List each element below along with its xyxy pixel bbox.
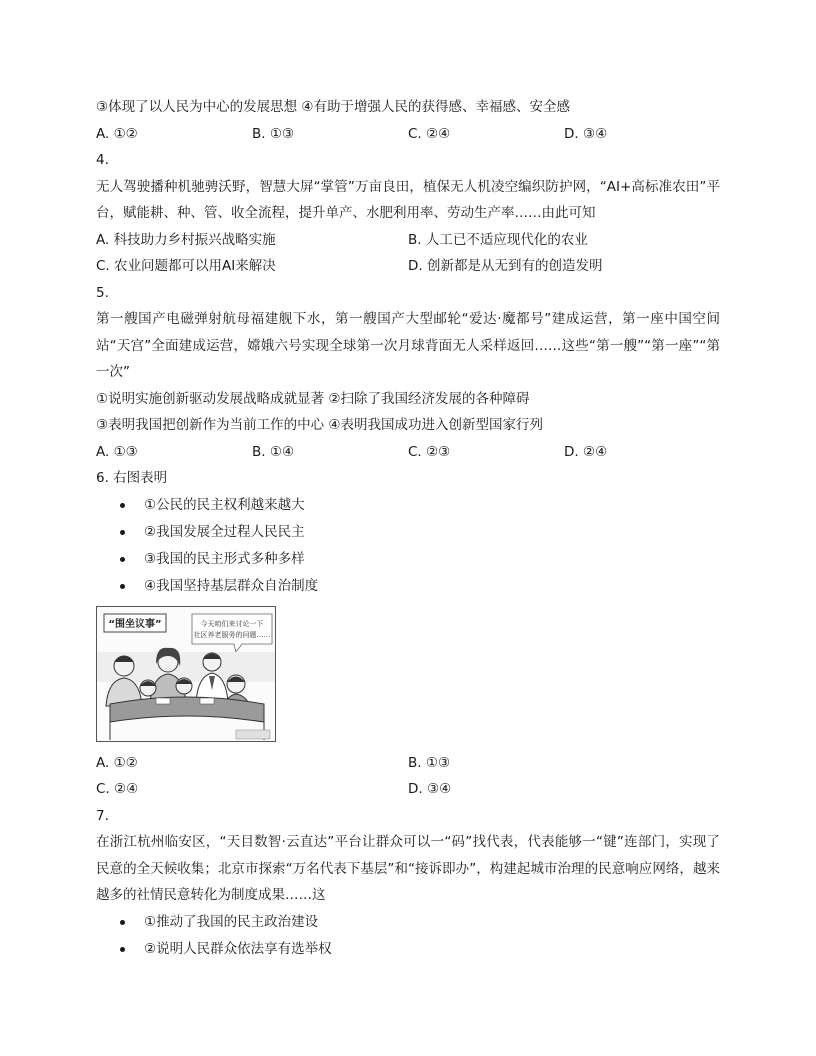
q4-option-a: A. 科技助力乡村振兴战略实施 [96, 231, 276, 248]
q3-options [96, 121, 720, 148]
q5-stem: 第一艘国产电磁弹射航母福建舰下水，第一艘国产大型邮轮“爱达·魔都号”建成运营，第一座中国空间站“天宫”全面建成运营，嫦娥六号实现全球第一次月球背面无人采样返回……这些“第一艘”“第一座”“第一次” [96, 311, 720, 380]
q3-option-b: B. ①③ [252, 125, 295, 142]
cartoon-speech-line-1: 今天咱们来讨论一下 [200, 619, 264, 628]
list-item: ③我国的民主形式多种多样 [96, 546, 720, 573]
q6-options-row1 [96, 750, 720, 777]
q7-number: 7. [96, 807, 109, 824]
q4-options-row1 [96, 227, 720, 254]
q7-stem: 在浙江杭州临安区，“天目数智·云直达”平台让群众可以一“码”找代表，代表能够一“键”连部门，实现了民意的全天候收集；北京市探索“万名代表下基层”和“接诉即办”，构建起城市治理的民意响应网络，越来越多的社情民意转化为制度成果……这 [96, 834, 720, 903]
q3-option-a: A. ①② [96, 125, 138, 142]
q3-statements-line: ③体现了以人民为中心的发展思想 ④有助于增强人民的获得感、幸福感、安全感 [96, 99, 570, 115]
q6-options-row2 [96, 776, 720, 803]
person-front-center [176, 678, 192, 694]
list-item: ②我国发展全过程人民民主 [96, 519, 720, 546]
q5-option-d: D. ②④ [564, 443, 608, 460]
q6-option-d: D. ③④ [408, 781, 452, 797]
q4-options-row2 [96, 253, 720, 280]
q4-option-c: C. 农业问题都可以用AI来解决 [96, 258, 276, 274]
list-item: ②说明人民群众依法享有选举权 [96, 936, 720, 963]
community-meeting-cartoon [96, 606, 276, 742]
q6-bullet-list [96, 492, 720, 600]
person-front-left [140, 680, 156, 696]
q5-option-c: C. ②③ [408, 443, 451, 460]
q6-option-a: A. ①② [96, 754, 138, 771]
q6-stem: 6. 右图表明 [96, 470, 168, 486]
q5-options [96, 439, 720, 466]
list-item: ①推动了我国的民主政治建设 [96, 909, 720, 936]
q5-statements-1: ①说明实施创新驱动发展战略成就显著 ②扫除了我国经济发展的各种障碍 [96, 390, 530, 407]
exam-content [96, 94, 720, 963]
q7-bullet-list [96, 909, 720, 963]
q6-option-b: B. ①③ [408, 754, 451, 771]
q5-option-b: B. ①④ [252, 443, 295, 460]
cartoon-sign-text: “围坐议事” [108, 618, 162, 630]
q5-option-a: A. ①③ [96, 443, 138, 460]
list-item: ④我国坚持基层群众自治制度 [96, 573, 720, 600]
q4-number: 4. [96, 152, 109, 168]
q3-option-c: C. ②④ [408, 125, 451, 142]
q4-option-b: B. 人工已不适应现代化的农业 [408, 231, 588, 248]
q5-statements-2: ③表明我国把创新作为当前工作的中心 ④表明我国成功进入创新型国家行列 [96, 417, 543, 433]
q3-option-d: D. ③④ [564, 125, 608, 142]
q5-number: 5. [96, 284, 109, 301]
list-item: ①公民的民主权利越来越大 [96, 492, 720, 519]
cartoon-speech-line-2: 社区养老服务的问题…… [193, 630, 271, 639]
q6-option-c: C. ②④ [96, 781, 139, 797]
q4-option-d: D. 创新都是从无到有的创造发明 [408, 258, 603, 274]
q4-stem: 无人驾驶播种机驰骋沃野，智慧大屏“掌管”万亩良田，植保无人机凌空编织防护网，“AI+高标准农田”平台，赋能耕、种、管、收全流程，提升单产、水肥利用率、劳动生产率……由此可知 [96, 178, 720, 221]
